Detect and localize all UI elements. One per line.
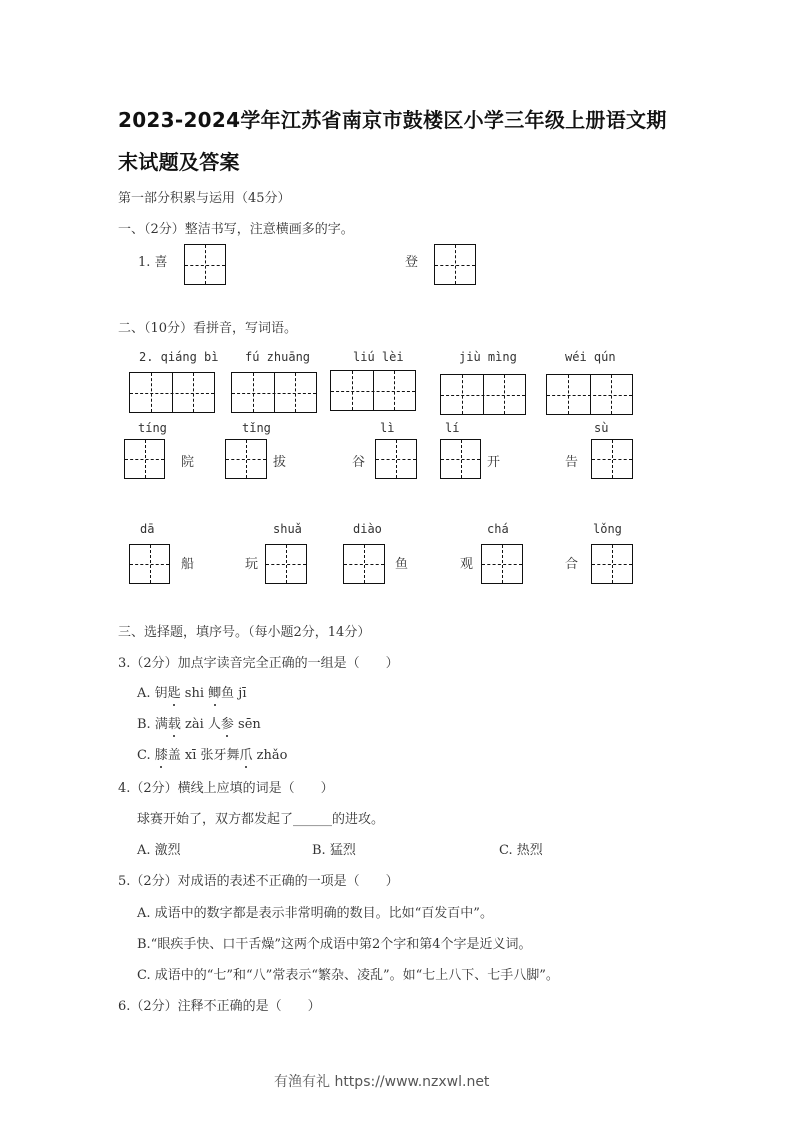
q1-label-xi: 1. 喜	[138, 255, 168, 270]
pinyin-label: diào	[353, 522, 382, 536]
q5-option-a[interactable]: A. 成语中的数字都是表示非常明确的数目。比如“百发百中”。	[137, 906, 493, 921]
given-char: 院	[181, 455, 195, 470]
q5-option-b[interactable]: B.“眼疾手快、口干舌燥”这两个成语中第2个字和第4个字是近义词。	[137, 937, 532, 952]
given-char: 玩	[245, 557, 259, 572]
dotted-char: 鲫	[208, 686, 222, 701]
double-tianzige-box[interactable]	[546, 374, 633, 415]
given-char: 观	[460, 557, 474, 572]
pinyin-label: liú lèi	[353, 350, 404, 364]
double-tianzige-box[interactable]	[330, 370, 416, 411]
footer-watermark: 有渔有礼 https://www.nzxwl.net	[274, 1074, 490, 1090]
q6-stem: 6.（2分）注释不正确的是（ ）	[118, 999, 321, 1014]
tianzige-box[interactable]	[265, 544, 307, 584]
tianzige-box[interactable]	[440, 439, 481, 479]
pinyin-label: jiù mìng	[459, 350, 517, 364]
pinyin-label: fú zhuāng	[245, 350, 311, 364]
pinyin-label: dā	[140, 522, 155, 536]
q2-heading: 二、（10分）看拼音，写词语。	[118, 321, 298, 336]
document-title-line2: 末试题及答案	[118, 150, 240, 174]
tianzige-box[interactable]	[591, 439, 633, 479]
tianzige-box[interactable]	[375, 439, 417, 479]
tianzige-box[interactable]	[591, 544, 633, 584]
q4-stem: 4.（2分）横线上应填的词是（ ）	[118, 781, 334, 796]
tianzige-box[interactable]	[124, 439, 165, 479]
given-char: 鱼	[395, 557, 409, 572]
pinyin-label: lí	[445, 421, 460, 435]
tianzige-box[interactable]	[129, 544, 170, 584]
tianzige-box[interactable]	[184, 244, 226, 285]
pinyin-label: tǐng	[242, 421, 271, 435]
double-tianzige-box[interactable]	[231, 372, 317, 413]
q4-sentence: 球赛开始了，双方都发起了______的进攻。	[137, 812, 385, 827]
pinyin-label: lǒng	[593, 522, 622, 536]
pinyin-label: lì	[380, 421, 395, 435]
pinyin-label: tíng	[138, 421, 167, 435]
tianzige-box[interactable]	[481, 544, 523, 584]
tianzige-box[interactable]	[225, 439, 267, 479]
part1-heading: 第一部分积累与运用（45分）	[118, 191, 291, 206]
q3-option-c[interactable]: C. 膝盖 xī 张牙舞爪 zhǎo	[137, 748, 288, 763]
given-char: 拔	[273, 455, 287, 470]
given-char: 谷	[352, 455, 366, 470]
q3-section-heading: 三、选择题，填序号。（每小题2分，14分）	[118, 625, 371, 640]
pinyin-label: sù	[594, 421, 609, 435]
dotted-char: 参	[220, 717, 234, 732]
pinyin-label: chá	[487, 522, 509, 536]
dotted-char: 膝	[154, 748, 168, 763]
dotted-char: 爪	[239, 748, 253, 763]
q4-option-a[interactable]: A. 激烈	[137, 843, 181, 858]
dotted-char: 载	[167, 717, 181, 732]
q5-option-c[interactable]: C. 成语中的“七”和“八”常表示“繁杂、凌乱”。如“七上八下、七手八脚”。	[137, 968, 559, 983]
pinyin-label: 2. qiáng bì	[139, 350, 219, 364]
pinyin-label: wéi qún	[565, 350, 616, 364]
q4-option-c[interactable]: C. 热烈	[499, 843, 543, 858]
given-char: 开	[487, 455, 501, 470]
document-title-line1: 2023-2024学年江苏省南京市鼓楼区小学三年级上册语文期	[118, 108, 667, 132]
q3-stem: 3.（2分）加点字读音完全正确的一组是（ ）	[118, 656, 399, 671]
given-char: 合	[565, 557, 579, 572]
given-char: 船	[181, 557, 195, 572]
q1-label-deng: 登	[405, 255, 419, 270]
q3-option-b[interactable]: B. 满载 zài 人参 sēn	[137, 717, 261, 732]
given-char: 告	[565, 455, 579, 470]
q1-heading: 一、（2分）整洁书写，注意横画多的字。	[118, 222, 354, 237]
q4-option-b[interactable]: B. 猛烈	[312, 843, 356, 858]
q5-stem: 5.（2分）对成语的表述不正确的一项是（ ）	[118, 874, 399, 889]
double-tianzige-box[interactable]	[440, 374, 526, 415]
tianzige-box[interactable]	[343, 544, 385, 584]
tianzige-box[interactable]	[434, 244, 476, 285]
double-tianzige-box[interactable]	[129, 372, 215, 413]
pinyin-label: shuǎ	[273, 522, 302, 536]
q3-option-a[interactable]: A. 钥匙 shi 鲫鱼 jī	[137, 686, 247, 701]
dotted-char: 匙	[167, 686, 181, 701]
